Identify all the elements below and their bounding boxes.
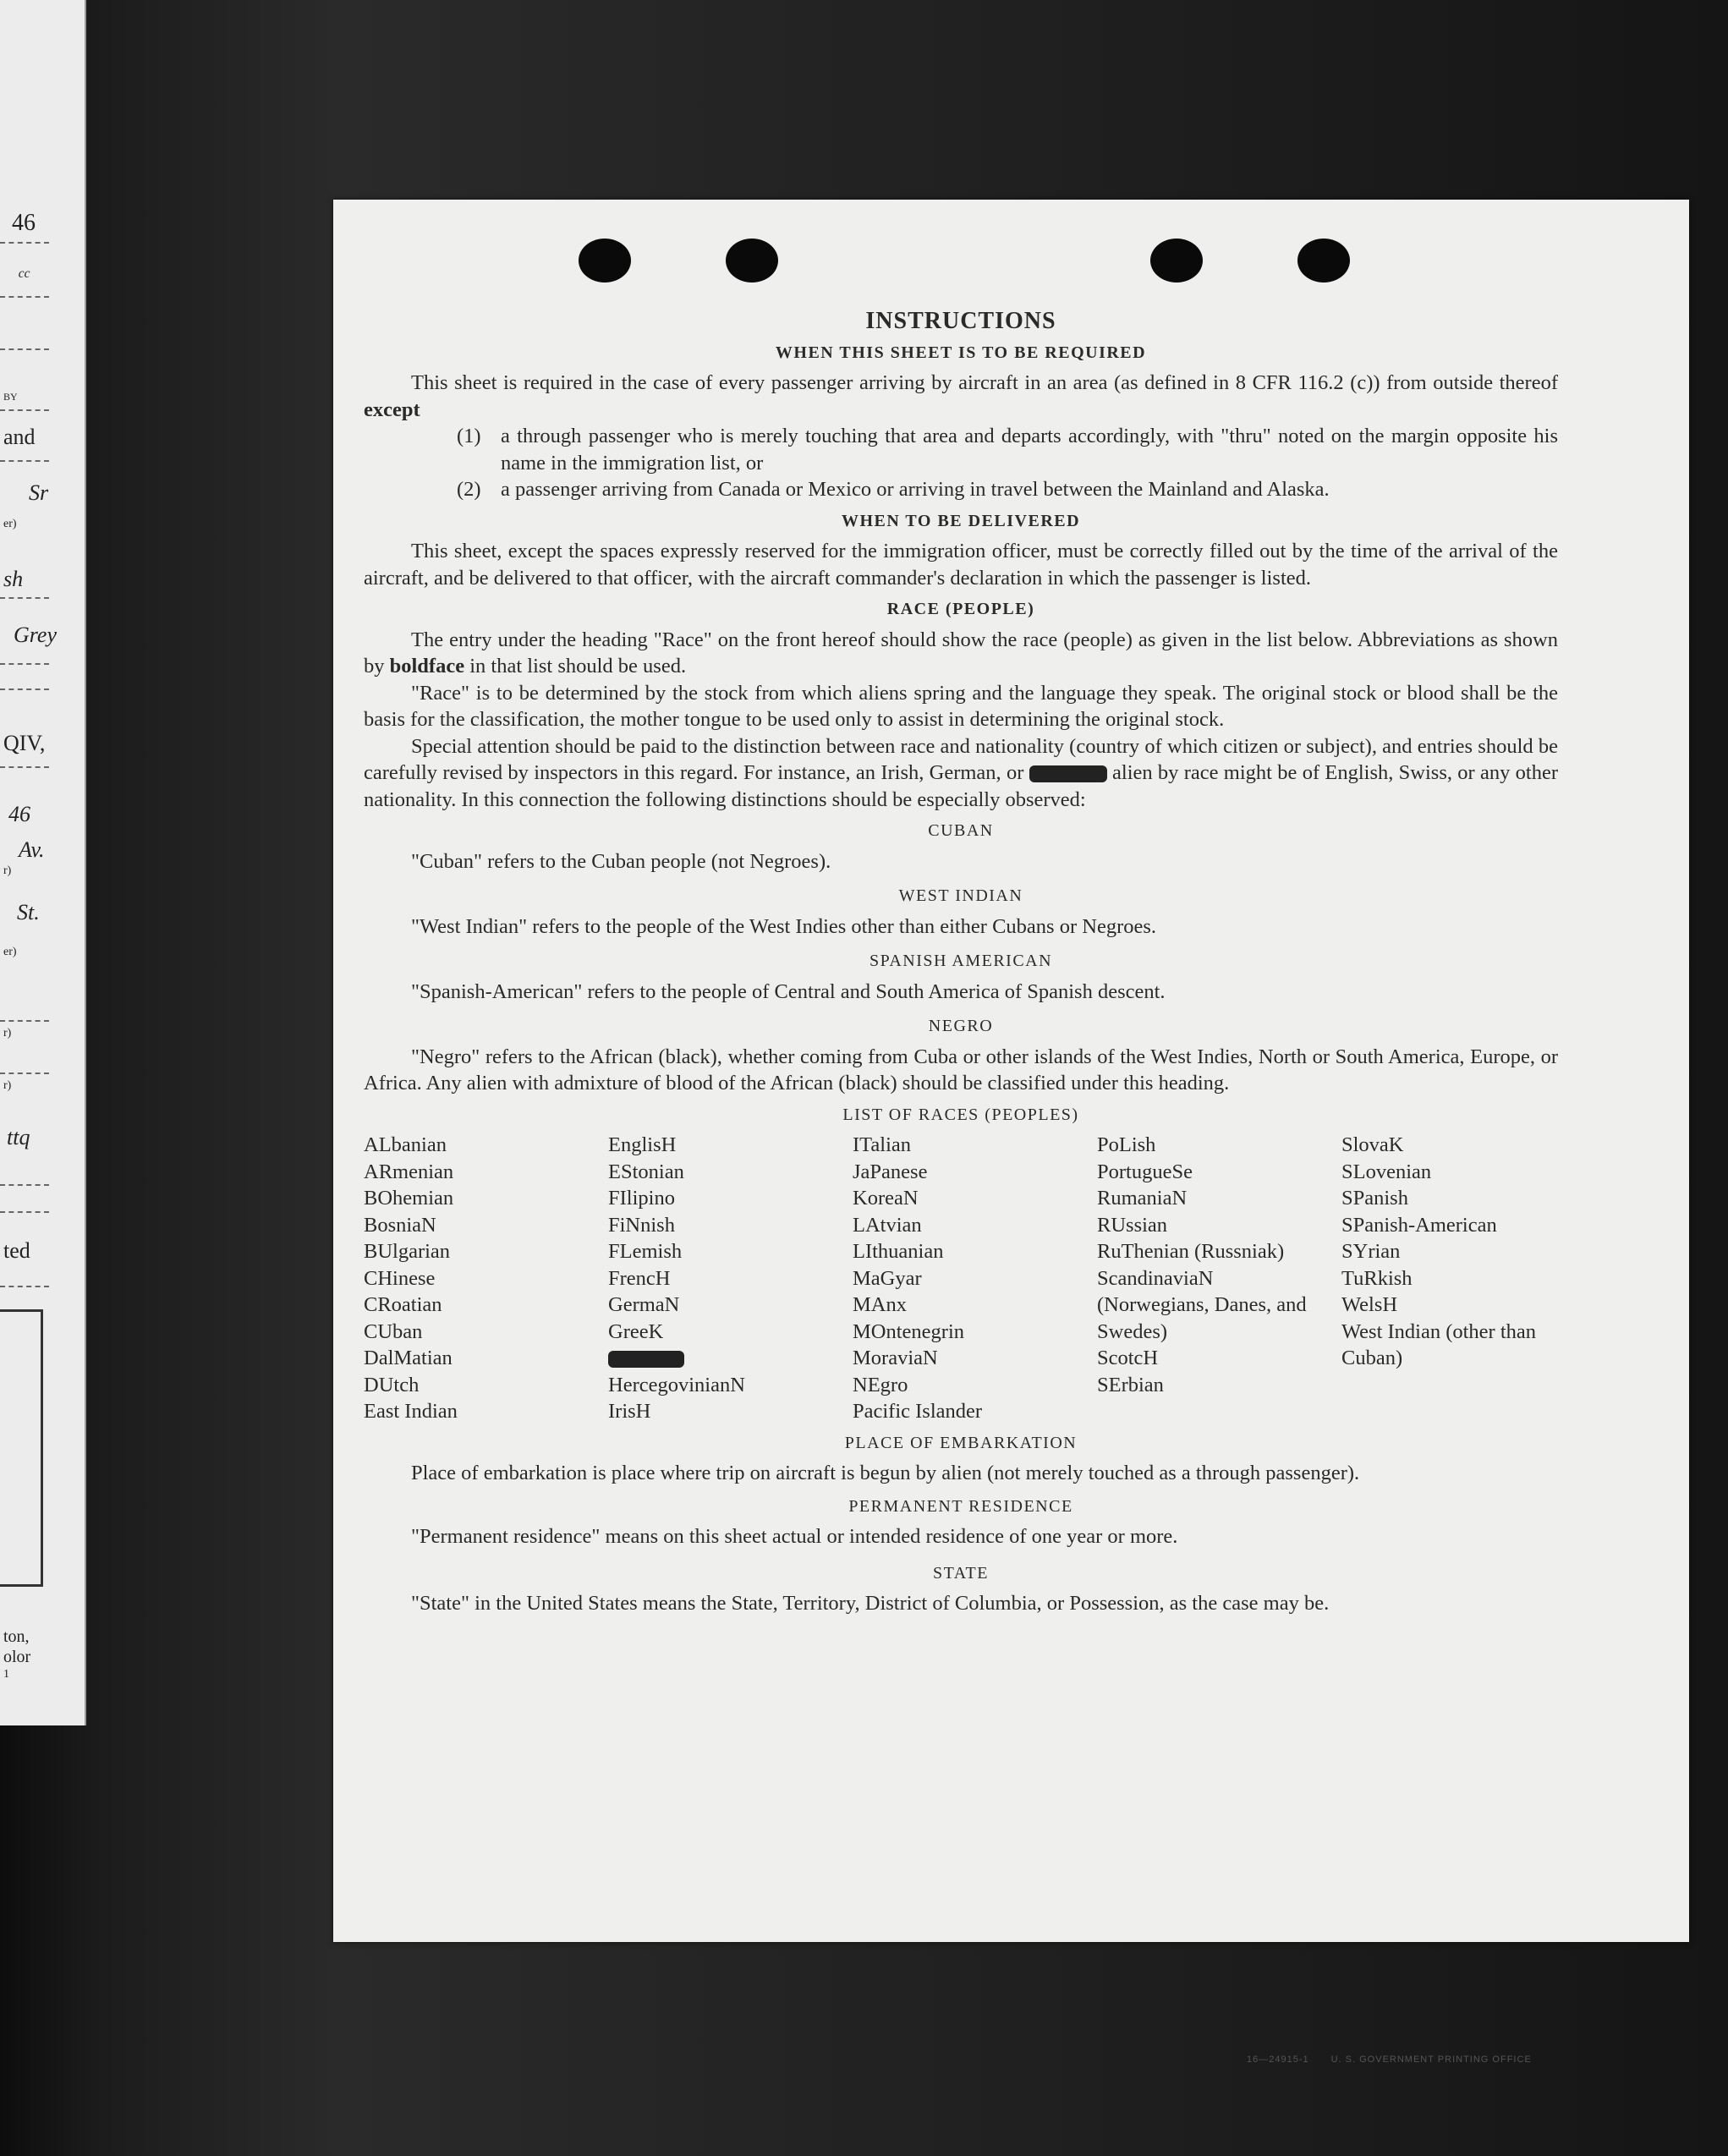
paragraph-text: alien by race might be of English, Swiss, or any other nationality. In this connection the following distinctions should be especially observed: — [364, 761, 1559, 811]
paragraph — [364, 627, 1558, 680]
fragment-text: BY — [3, 391, 18, 403]
race-column — [1341, 1132, 1561, 1425]
redaction-mark — [608, 1351, 684, 1368]
race-item: Pacific Islander — [853, 1400, 983, 1423]
page-content — [364, 308, 1558, 1617]
paragraph-text: The entry under the heading "Race" on the front hereof should show the race (people) as given in the list below. Abbreviations as shown by — [364, 628, 1558, 678]
punch-hole — [726, 239, 778, 283]
redaction-mark — [1029, 765, 1107, 782]
race-item: BOhemian — [364, 1187, 454, 1210]
section-heading: CUBAN — [928, 821, 994, 840]
paragraph-text: Special attention should be paid to the distinction between race and nationality (country of which citizen or subject), and entries should be carefully revised by inspectors in this regard. For instance, an Irish, German, or — [364, 734, 1558, 784]
race-column — [1097, 1132, 1341, 1425]
paragraph: "West Indian" refers to the people of the West Indies other than either Cubans or Negroes. — [411, 914, 1157, 938]
punch-hole — [579, 239, 631, 283]
divider — [0, 688, 49, 690]
emphasis-text: boldface — [389, 655, 465, 678]
race-item: LIthuanian — [853, 1240, 944, 1263]
race-item: MAnx — [853, 1293, 907, 1316]
divider — [0, 663, 49, 665]
race-item: ScandinaviaN (Norwegians, Danes, and Swedes) — [1097, 1266, 1307, 1343]
section-heading: WHEN THIS SHEET IS TO BE REQUIRED — [775, 343, 1147, 362]
paragraph — [364, 733, 1558, 814]
fragment-text: sh — [3, 567, 24, 591]
section-heading: PLACE OF EMBARKATION — [844, 1433, 1078, 1452]
section-heading: LIST OF RACES (PEOPLES) — [842, 1105, 1079, 1124]
item-text: a passenger arriving from Canada or Mexico or arriving in travel between the Mainland and Alaska. — [501, 478, 1330, 501]
section-heading: WHEN TO BE DELIVERED — [841, 511, 1081, 530]
race-item: MaGyar — [853, 1266, 922, 1290]
race-item: SPanish-American — [1341, 1213, 1497, 1237]
race-item: CUban — [364, 1319, 423, 1343]
race-column — [853, 1132, 1097, 1425]
race-item: WelsH — [1341, 1293, 1398, 1316]
race-column — [364, 1132, 608, 1425]
race-item: DUtch — [364, 1373, 420, 1396]
section-heading: WEST INDIAN — [898, 886, 1023, 905]
form-number: 16—24915-1 — [1247, 2055, 1309, 2065]
paragraph-text: This sheet is required in the case of every passenger arriving by aircraft in an area (as defined in 8 CFR 116.2 (c)) from outside thereof — [411, 371, 1558, 394]
fragment-text: ttq — [7, 1125, 30, 1149]
divider — [0, 242, 49, 244]
punch-hole — [1150, 239, 1203, 283]
section-heading: NEGRO — [928, 1017, 994, 1035]
punch-hole — [1297, 239, 1350, 283]
list-item — [457, 423, 1558, 476]
race-item: HercegovinianN — [608, 1373, 745, 1396]
race-item: SLovenian — [1341, 1160, 1432, 1183]
race-item: SlovaK — [1341, 1133, 1404, 1156]
race-item: GermaN — [608, 1293, 680, 1316]
paragraph: "State" in the United States means the State, Territory, District of Columbia, or Possession, as the case may be. — [411, 1592, 1330, 1615]
race-item: TuRkish — [1341, 1266, 1413, 1290]
divider — [0, 766, 49, 768]
race-item: RuThenian (Russniak) — [1097, 1240, 1285, 1263]
printer-name: U. S. GOVERNMENT PRINTING OFFICE — [1330, 2055, 1532, 2065]
race-item: FrencH — [608, 1266, 671, 1290]
fragment-text: 46 — [12, 210, 36, 236]
paragraph-text: in that list should be used. — [464, 655, 687, 678]
fragment-text: ton, — [3, 1627, 30, 1646]
race-item: IrisH — [608, 1400, 651, 1423]
fragment-text: Grey — [14, 623, 58, 647]
race-item: EnglisH — [608, 1133, 677, 1156]
fragment-text: ᶜᶜ — [17, 264, 29, 288]
race-item: RUssian — [1097, 1213, 1168, 1237]
fragment-text: er) — [3, 946, 17, 958]
fragment-text: St. — [17, 900, 40, 924]
fragment-text: r) — [3, 1027, 12, 1040]
paragraph: This sheet, except the spaces expressly reserved for the immigration officer, must be correctly filled out by the time of the arrival of the aircraft, and be delivered to that officer, with the aircraft commander's declaration in which the passenger is listed. — [364, 540, 1558, 590]
race-item: NEgro — [853, 1373, 908, 1396]
race-item: FiNnish — [608, 1213, 675, 1237]
race-item: GreeK — [608, 1319, 664, 1343]
divider — [0, 1184, 49, 1186]
paragraph: "Spanish-American" refers to the people of Central and South America of Spanish descent. — [411, 979, 1166, 1003]
race-item: PoLish — [1097, 1133, 1156, 1156]
race-item: MoraviaN — [853, 1347, 938, 1369]
fragment-text: 1 — [3, 1668, 9, 1681]
adjacent-page-fragment — [0, 0, 86, 1725]
race-item: EStonian — [608, 1160, 684, 1183]
paragraph: "Negro" refers to the African (black), whether coming from Cuba or other islands of the West Indies, North or South America, Europe, or Africa. Any alien with admixture of blood of the African (black) should be classified under this heading. — [364, 1045, 1558, 1094]
race-item: SErbian — [1097, 1373, 1164, 1396]
race-item: FLemish — [608, 1240, 683, 1263]
emphasis-text: except — [364, 398, 420, 421]
race-item: JaPanese — [853, 1160, 928, 1183]
divider — [0, 597, 49, 599]
paragraph: "Race" is to be determined by the stock from which aliens spring and the language they speak. The original stock or blood shall be the basis for the classification, the mother tongue to be used only to assist in determining the original stock. — [364, 681, 1558, 731]
race-item: LAtvian — [853, 1213, 922, 1237]
race-item: ARmenian — [364, 1160, 454, 1183]
paragraph: Place of embarkation is place where trip on aircraft is begun by alien (not merely touched as a through passenger). — [411, 1462, 1360, 1484]
paragraph: "Cuban" refers to the Cuban people (not Negroes). — [411, 849, 831, 873]
race-list — [364, 1132, 1558, 1425]
section-heading: PERMANENT RESIDENCE — [848, 1496, 1073, 1516]
race-item: CRoatian — [364, 1293, 442, 1316]
section-heading: STATE — [933, 1563, 989, 1583]
divider — [0, 1020, 49, 1022]
race-item: PortugueSe — [1097, 1160, 1193, 1183]
race-item: FIlipino — [608, 1187, 675, 1210]
divider — [0, 1211, 49, 1213]
fragment-text: QIV, — [3, 731, 46, 755]
page-title: INSTRUCTIONS — [865, 308, 1056, 334]
fragment-text: and — [3, 425, 36, 449]
instructions-page — [333, 200, 1689, 2065]
divider — [0, 348, 49, 350]
form-box — [0, 1309, 43, 1587]
race-item: West Indian (other than Cuban) — [1341, 1319, 1537, 1369]
item-number: (1) — [457, 425, 481, 447]
race-item: SYrian — [1341, 1240, 1401, 1263]
divider — [0, 460, 49, 462]
race-item: ScotcH — [1097, 1347, 1159, 1369]
fragment-text: r) — [3, 1079, 12, 1092]
divider — [0, 1286, 49, 1287]
race-item: ITalian — [853, 1133, 912, 1156]
divider — [0, 409, 49, 411]
divider — [0, 296, 49, 298]
race-item: East Indian — [364, 1400, 458, 1423]
item-number: (2) — [457, 478, 481, 501]
fragment-text: er) — [3, 518, 17, 530]
paragraph: "Permanent residence" means on this sheet actual or intended residence of one year or more. — [411, 1525, 1178, 1548]
race-item: MOntenegrin — [853, 1319, 964, 1343]
race-item: BosniaN — [364, 1213, 436, 1237]
printing-code — [1247, 2055, 1554, 2065]
fragment-text: Av. — [19, 837, 45, 862]
race-item: RumaniaN — [1097, 1187, 1188, 1210]
fragment-text: r) — [3, 864, 12, 877]
race-item: ALbanian — [364, 1133, 447, 1156]
race-item: DalMatian — [364, 1347, 453, 1369]
fragment-text: Sr — [29, 480, 49, 505]
fragment-text: 46 — [8, 802, 30, 826]
race-item: CHinese — [364, 1266, 436, 1290]
race-item-redacted — [608, 1345, 853, 1372]
section-heading: RACE (PEOPLE) — [886, 600, 1035, 618]
fragment-text: olor — [3, 1648, 31, 1666]
divider — [0, 1073, 49, 1074]
paragraph — [364, 370, 1558, 423]
race-column — [608, 1132, 853, 1425]
section-heading: SPANISH AMERICAN — [869, 952, 1053, 970]
item-text: a through passenger who is merely touching that area and departs accordingly, with "thru" noted on the margin opposite his name in the immigration list, or — [501, 425, 1558, 475]
race-item: SPanish — [1341, 1187, 1408, 1210]
list-item — [457, 476, 1558, 503]
fragment-text: ted — [3, 1238, 30, 1263]
race-item: BUlgarian — [364, 1240, 451, 1263]
race-item: KoreaN — [853, 1187, 919, 1210]
